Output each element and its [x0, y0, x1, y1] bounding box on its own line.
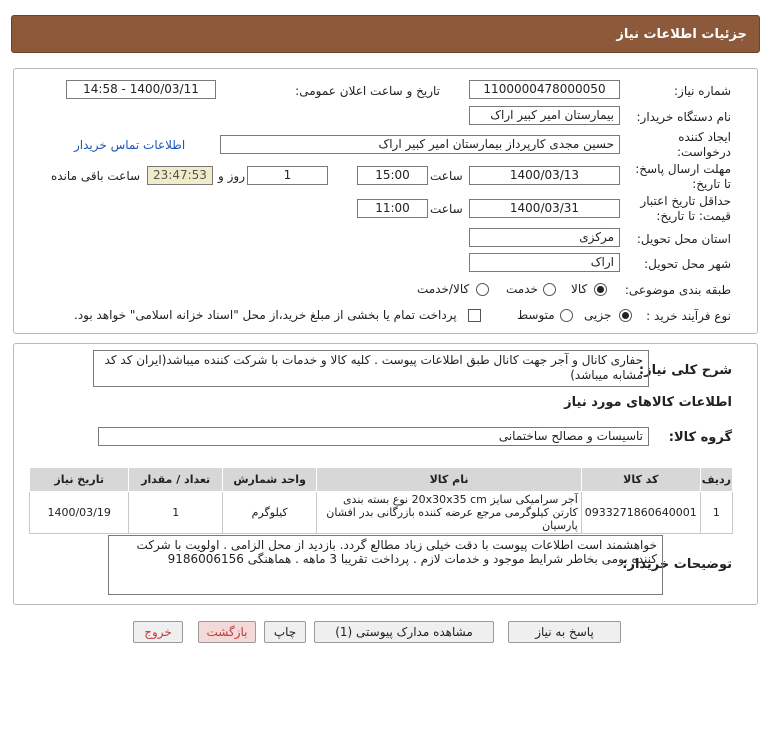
goods-info-title: اطلاعات کالاهای مورد نیاز: [564, 395, 732, 410]
col-unit: واحد شمارش: [223, 468, 317, 492]
process-medium-radio[interactable]: [560, 309, 573, 322]
category-label: طبقه بندی موضوعی:: [624, 283, 731, 297]
page-title: جزئیات اطلاعات نیاز: [11, 15, 760, 53]
goods-table-header: [30, 468, 733, 492]
buyer-field: بیمارستان امیر کبیر اراک: [469, 106, 620, 125]
category-goods-service-label: کالا/خدمت: [417, 282, 470, 296]
summary-label: شرح کلی نیاز:: [638, 363, 732, 378]
cell-unit: کیلوگرم: [223, 492, 317, 534]
buyer-contact-link[interactable]: اطلاعات تماس خریدار: [74, 138, 186, 152]
validity-label: حداقل تاریخ اعتبار: [640, 194, 731, 208]
province-field: مرکزی: [469, 228, 620, 247]
category-goods-radio[interactable]: [594, 283, 607, 296]
deadline-time-field: 15:00: [357, 166, 428, 185]
summary-field: حفاری کانال و آجر جهت کانال طبق اطلاعات پیوست . کلیه کالا و خدمات با شرکت کننده میباشد(ایران کد کد مشابه میباشد): [93, 350, 649, 387]
goods-group-label: گروه کالا:: [668, 430, 732, 445]
remaining-time-label: ساعت باقی مانده: [51, 169, 141, 183]
cell-code: 0933271860640001: [581, 492, 700, 534]
col-name: نام کالا: [317, 468, 582, 492]
goods-table: [29, 467, 733, 534]
treasury-payment-checkbox[interactable]: [468, 309, 481, 322]
announce-field: 1400/03/11 - 14:58: [66, 80, 216, 99]
validity-time-label: ساعت: [430, 202, 463, 216]
col-row: ردیف: [700, 468, 732, 492]
category-service-radio[interactable]: [543, 283, 556, 296]
province-label: استان محل تحویل:: [636, 232, 731, 246]
remaining-time-field: 23:47:53: [147, 166, 213, 185]
cell-qty: 1: [129, 492, 223, 534]
buyer-notes-label: توضیحات خریدار:: [622, 557, 732, 572]
cell-row: 1: [700, 492, 732, 534]
validity-time-field: 11:00: [357, 199, 428, 218]
view-docs-button[interactable]: مشاهده مدارک پیوستی (1): [314, 621, 494, 643]
announce-label: تاریخ و ساعت اعلان عمومی:: [295, 84, 440, 98]
process-minor-radio[interactable]: [619, 309, 632, 322]
validity-label-2: قیمت: تا تاریخ:: [656, 209, 731, 223]
category-service-label: خدمت: [506, 282, 538, 296]
buyer-label: نام دستگاه خریدار:: [636, 110, 731, 124]
col-qty: تعداد / مقدار: [129, 468, 223, 492]
col-code: کد کالا: [581, 468, 700, 492]
process-label: نوع فرآیند خرید :: [646, 309, 731, 323]
requester-label-2: درخواست:: [677, 145, 731, 159]
table-row: [30, 492, 733, 534]
cell-name: آجر سرامیکی سایز 20x30x35 cm نوع بسته بندی کارتن کیلوگرمی مرجع عرضه کننده بازرگانی بدر افشان پارسیان: [317, 492, 582, 534]
days-label: روز و: [218, 169, 245, 183]
cell-date: 1400/03/19: [30, 492, 129, 534]
deadline-label-2: تا تاریخ:: [692, 177, 731, 191]
process-minor-label: جزیی: [584, 308, 612, 322]
days-remaining-field: 1: [247, 166, 328, 185]
reply-button[interactable]: پاسخ به نیاز: [508, 621, 621, 643]
back-button[interactable]: بازگشت: [198, 621, 256, 643]
validity-date-field: 1400/03/31: [469, 199, 620, 218]
category-goods-label: کالا: [571, 282, 588, 296]
treasury-payment-note: پرداخت تمام یا بخشی از مبلغ خرید،از محل "اسناد خزانه اسلامی" خواهد بود.: [74, 308, 457, 322]
requester-label: ایجاد کننده: [678, 130, 731, 144]
col-date: تاریخ نیاز: [30, 468, 129, 492]
deadline-date-field: 1400/03/13: [469, 166, 620, 185]
deadline-time-label: ساعت: [430, 169, 463, 183]
need-number-label: شماره نیاز:: [674, 84, 731, 98]
exit-button[interactable]: خروج: [133, 621, 183, 643]
deadline-label: مهلت ارسال پاسخ:: [635, 162, 731, 176]
goods-group-field: تاسیسات و مصالح ساختمانی: [98, 427, 649, 446]
city-label: شهر محل تحویل:: [644, 257, 731, 271]
process-medium-label: متوسط: [517, 308, 555, 322]
print-button[interactable]: چاپ: [264, 621, 306, 643]
need-number-field: 1100000478000050: [469, 80, 620, 99]
buyer-notes-field: خواهشمند است اطلاعات پیوست با دقت خیلی زیاد مطالع گردد. بازدید از محل الزامی . اولویت با شرکت کننده بومی بخاطر شرایط موجود و خدمات لازم . پرداخت تقریبا 3 ماهه . هماهنگی 9186006156: [108, 535, 663, 595]
category-goods-service-radio[interactable]: [476, 283, 489, 296]
city-field: اراک: [469, 253, 620, 272]
requester-field: حسین مجدی کارپرداز بیمارستان امیر کبیر اراک: [220, 135, 620, 154]
